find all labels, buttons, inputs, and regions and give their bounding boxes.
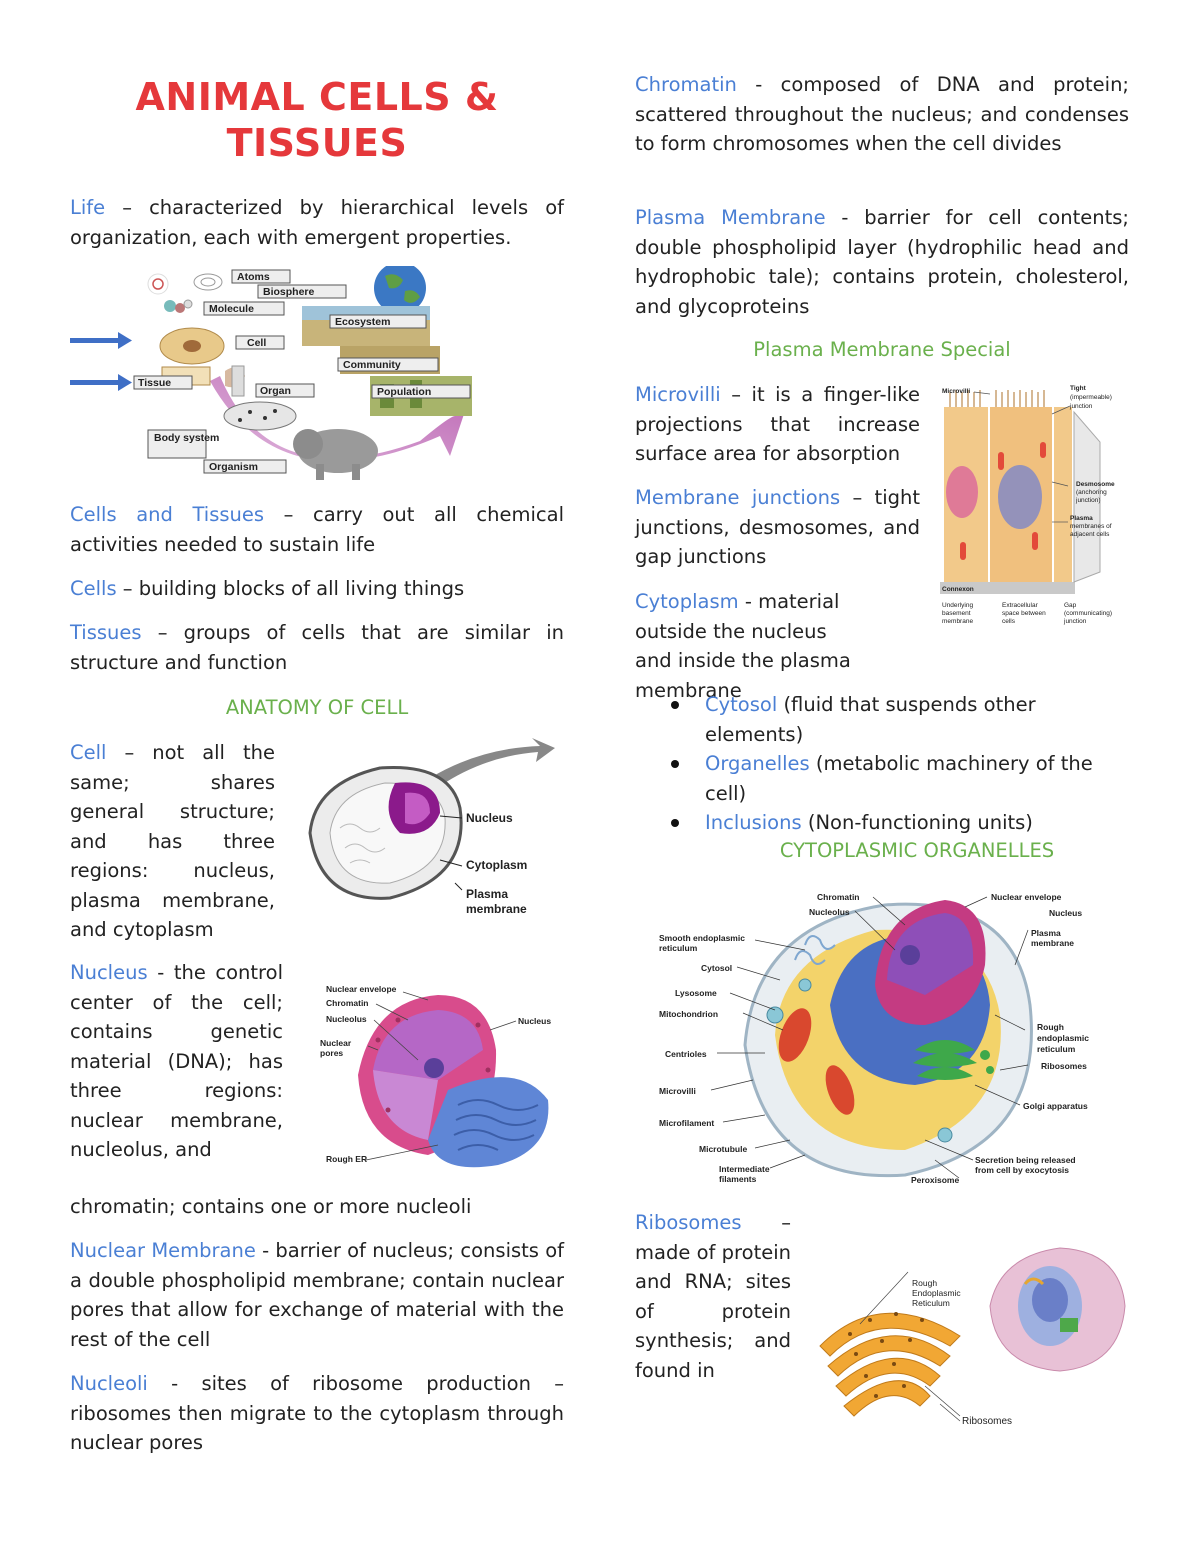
label-rough-er: Rough ER bbox=[326, 1154, 368, 1164]
label-endoplasmic: endoplasmic bbox=[1037, 1033, 1089, 1043]
cell-text: – not all the same; shares general structure; and has three regions: nucleus, plasma membrane, and cytoplasm bbox=[70, 741, 275, 941]
label-rough-rib: Rough bbox=[912, 1278, 938, 1288]
label-nucleus-organelle: Nucleus bbox=[1049, 908, 1083, 918]
ribosomes-text: – made of protein and RNA; sites of protein synthesis; and found in bbox=[635, 1211, 791, 1382]
term-cytosol: Cytosol bbox=[705, 693, 778, 716]
label-connexon: Connexon bbox=[942, 586, 974, 593]
organelles-text: (metabolic machinery of the cell) bbox=[705, 752, 1093, 805]
label-nucleus: Nucleus bbox=[466, 811, 513, 825]
membrane-junctions-text: – tight junctions, desmosomes, and gap junctions bbox=[635, 486, 921, 568]
label-nucleolus: Nucleolus bbox=[326, 1014, 367, 1024]
label-atoms: Atoms bbox=[237, 271, 270, 283]
term-membrane-junctions: Membrane junctions bbox=[635, 486, 841, 509]
list-item bbox=[635, 808, 1129, 838]
life-paragraph bbox=[70, 193, 564, 252]
nucleus-paragraph-tail: chromatin; contains one or more nucleoli bbox=[70, 1195, 472, 1218]
nucleus-figure bbox=[318, 980, 564, 1180]
cytoplasm-text: - material outside the nucleus and inside the plasma membrane bbox=[635, 590, 851, 702]
label-space-between: space between bbox=[1002, 610, 1046, 617]
term-nucleoli: Nucleoli bbox=[70, 1372, 148, 1395]
term-cells-tissues: Cells and Tissues bbox=[70, 503, 265, 526]
term-cells: Cells bbox=[70, 577, 117, 600]
label-mitochondrion: Mitochondrion bbox=[659, 1009, 719, 1019]
cells-paragraph bbox=[70, 574, 564, 604]
membrane-junction-figure bbox=[940, 382, 1130, 630]
label-membranes-of: membranes of bbox=[1070, 523, 1112, 530]
label-nucleolus-organelle: Nucleolus bbox=[809, 907, 850, 917]
label-membrane-organelle: membrane bbox=[1031, 938, 1074, 948]
cell-paragraph bbox=[70, 738, 275, 945]
label-underlying: Underlying bbox=[942, 602, 974, 609]
label-anchoring-junction: junction) bbox=[1076, 497, 1101, 504]
pointer-arrow bbox=[430, 738, 555, 786]
label-population: Population bbox=[377, 386, 432, 398]
label-lysosome: Lysosome bbox=[675, 988, 717, 998]
label-reticulum-right: reticulum bbox=[1037, 1044, 1076, 1054]
label-cell: Cell bbox=[247, 337, 267, 349]
label-molecule: Molecule bbox=[209, 303, 254, 315]
label-cells: cells bbox=[1002, 618, 1016, 625]
label-body-system: Body system bbox=[154, 432, 220, 444]
nucleolus-shape bbox=[424, 1058, 444, 1078]
nucleolus-organelle bbox=[900, 945, 920, 965]
cytoplasm-paragraph bbox=[635, 587, 860, 705]
microvilli-paragraph bbox=[635, 380, 920, 469]
label-community: Community bbox=[343, 359, 401, 371]
label-ribosomes-organelle: Ribosomes bbox=[1041, 1061, 1087, 1071]
label-membrane: membrane bbox=[466, 902, 527, 916]
cytosol-text: (fluid that suspends other elements) bbox=[705, 693, 1036, 746]
organelles-heading: CYTOPLASMIC ORGANELLES bbox=[779, 839, 1055, 862]
label-nucleus-right: Nucleus bbox=[518, 1016, 552, 1026]
nucleoli-text: - sites of ribosome production – ribosomes then migrate to the cytoplasm through nuclear pores bbox=[70, 1372, 564, 1454]
chromatin-text: - composed of DNA and protein; scattered throughout the nucleus; and condenses to form chromosomes when the cell divides bbox=[635, 73, 1129, 155]
cytoplasm-list bbox=[635, 690, 1129, 838]
label-ribosomes-rib: Ribosomes bbox=[962, 1416, 1013, 1427]
microvilli-text: – it is a finger-like projections that increase surface area for absorption bbox=[635, 383, 920, 465]
label-golgi: Golgi apparatus bbox=[1023, 1101, 1088, 1111]
bullet-icon bbox=[671, 701, 679, 709]
label-rough: Rough bbox=[1037, 1022, 1064, 1032]
term-ribosomes: Ribosomes bbox=[635, 1211, 742, 1234]
term-cell: Cell bbox=[70, 741, 107, 764]
label-microvilli: Microvilli bbox=[942, 388, 971, 395]
label-basement-membrane: membrane bbox=[942, 618, 974, 625]
plasma-membrane-paragraph bbox=[635, 203, 1129, 321]
nuclear-membrane-paragraph bbox=[70, 1236, 564, 1354]
label-plasma-membranes: Plasma bbox=[1070, 515, 1093, 522]
label-desmosome: Desmosome bbox=[1076, 481, 1115, 488]
nucleus-text: - the control center of the cell; contains genetic material (DNA); has three regions: nuclear membrane, nucleolus, and bbox=[70, 961, 283, 1161]
label-microfilament: Microfilament bbox=[659, 1118, 715, 1128]
label-biosphere: Biosphere bbox=[263, 286, 315, 298]
label-extracellular: Extracellular bbox=[1002, 602, 1038, 609]
membrane-junctions-paragraph bbox=[635, 483, 920, 572]
hierarchy-figure bbox=[70, 266, 480, 484]
term-chromatin: Chromatin bbox=[635, 73, 737, 96]
label-cytoplasm: Cytoplasm bbox=[466, 858, 528, 872]
anatomy-heading: ANATOMY OF CELL bbox=[225, 696, 409, 719]
term-plasma-membrane: Plasma Membrane bbox=[635, 206, 826, 229]
term-organelles: Organelles bbox=[705, 752, 810, 775]
label-plasma-organelle: Plasma bbox=[1031, 928, 1061, 938]
inclusions-text: (Non-functioning units) bbox=[801, 811, 1033, 834]
nuclear-membrane-text: - barrier of nucleus; consists of a double phospholipid membrane; contain nuclear pores that allow for exchange of material with the rest of the cell bbox=[70, 1239, 565, 1351]
label-ecosystem: Ecosystem bbox=[335, 316, 391, 328]
bullet-icon bbox=[671, 760, 679, 768]
rough-er-stack bbox=[820, 1313, 960, 1416]
page-title: ANIMAL CELLS & TISSUES bbox=[135, 75, 499, 165]
nucleoli-paragraph bbox=[70, 1369, 564, 1458]
label-reticulum-rib: Reticulum bbox=[912, 1298, 950, 1308]
nucleus-paragraph bbox=[70, 958, 283, 1165]
label-basement: basement bbox=[942, 610, 971, 617]
label-centrioles: Centrioles bbox=[665, 1049, 707, 1059]
label-peroxisome: Peroxisome bbox=[911, 1175, 960, 1185]
label-microvilli-organelle: Microvilli bbox=[659, 1086, 696, 1096]
term-microvilli: Microvilli bbox=[635, 383, 721, 406]
label-plasma: Plasma bbox=[466, 887, 509, 901]
label-secretion: Secretion being released bbox=[975, 1155, 1076, 1165]
ribosomes-paragraph bbox=[635, 1208, 791, 1385]
label-intermediate: Intermediate bbox=[719, 1164, 770, 1174]
term-inclusions: Inclusions bbox=[705, 811, 802, 834]
cell-structure-figure bbox=[300, 738, 560, 918]
label-organ: Organ bbox=[260, 385, 291, 397]
life-text: – characterized by hierarchical levels of organization, each with emergent properties. bbox=[70, 196, 564, 249]
label-gap: Gap bbox=[1064, 602, 1077, 609]
term-nuclear-membrane: Nuclear Membrane bbox=[70, 1239, 256, 1262]
label-impermeable: (impermeable) bbox=[1070, 394, 1112, 401]
pm-special-heading: Plasma Membrane Special bbox=[753, 338, 1011, 361]
label-tight-junction: junction bbox=[1070, 403, 1093, 410]
label-microtubule: Microtubule bbox=[699, 1144, 748, 1154]
term-nucleus: Nucleus bbox=[70, 961, 148, 984]
label-filaments: filaments bbox=[719, 1174, 757, 1184]
label-nuclear: Nuclear bbox=[320, 1038, 352, 1048]
term-tissues: Tissues bbox=[70, 621, 142, 644]
term-cytoplasm: Cytoplasm bbox=[635, 590, 739, 613]
label-tissue: Tissue bbox=[138, 377, 172, 389]
label-reticulum-left: reticulum bbox=[659, 943, 698, 953]
label-organism: Organism bbox=[209, 461, 259, 473]
cells-tissues-text: – carry out all chemical activities needed to sustain life bbox=[70, 503, 564, 556]
bullet-icon bbox=[671, 819, 679, 827]
label-adjacent-cells: adjacent cells bbox=[1070, 531, 1110, 538]
plasma-membrane-text: - barrier for cell contents; double phospholipid layer (hydrophilic head and hydrophobic tale); contains protein, cholesterol, and glycoproteins bbox=[635, 206, 1130, 318]
label-smooth-er: Smooth endoplasmic bbox=[659, 933, 745, 943]
chromatin-paragraph bbox=[635, 70, 1129, 159]
label-nuclear-envelope-organelle: Nuclear envelope bbox=[991, 892, 1062, 902]
cells-text: – building blocks of all living things bbox=[116, 577, 465, 600]
label-pores: pores bbox=[320, 1048, 344, 1058]
label-cytosol: Cytosol bbox=[701, 963, 733, 973]
list-item bbox=[635, 690, 1129, 749]
label-gap-junction: junction bbox=[1064, 618, 1087, 625]
tissues-text: – groups of cells that are similar in structure and function bbox=[70, 621, 564, 674]
cell-organelles-figure bbox=[655, 885, 1128, 1190]
label-nuclear-envelope: Nuclear envelope bbox=[326, 984, 397, 994]
label-exocytosis: from cell by exocytosis bbox=[975, 1165, 1070, 1175]
label-chromatin-organelle: Chromatin bbox=[817, 892, 860, 902]
cells-tissues-paragraph bbox=[70, 500, 564, 559]
label-chromatin: Chromatin bbox=[326, 998, 369, 1008]
dog-image bbox=[224, 402, 296, 430]
list-item bbox=[635, 749, 1129, 808]
label-communicating: (communicating) bbox=[1064, 610, 1113, 617]
term-life: Life bbox=[70, 196, 106, 219]
label-endoplasmic-rib: Endoplasmic bbox=[912, 1288, 961, 1298]
label-tight: Tight bbox=[1070, 385, 1086, 392]
label-anchoring: (anchoring bbox=[1076, 489, 1107, 496]
tissues-paragraph bbox=[70, 618, 564, 677]
ribosome-figure bbox=[800, 1236, 1130, 1448]
